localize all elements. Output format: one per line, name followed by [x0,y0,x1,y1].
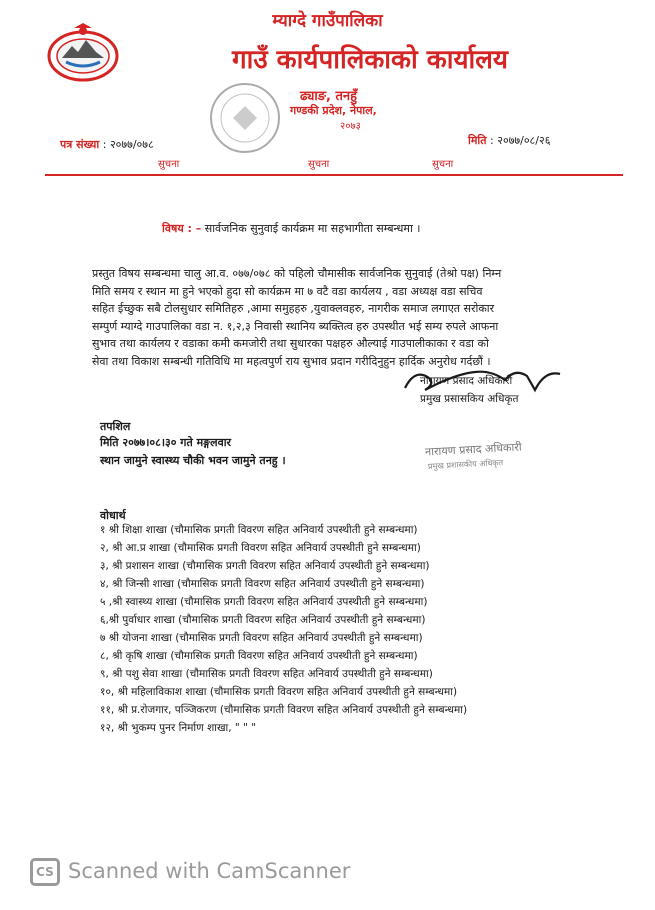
cc-item: १२, श्री भुकम्प पुनर निर्माण शाखा, " " " [100,722,257,734]
details-heading: तपशिल [100,420,131,433]
cc-heading: वोधार्थ [100,509,126,522]
subject-text: सार्वजनिक सुनुवाई कार्यक्रम मा सहभागीता सम्बन्धमा । [204,222,421,235]
letter-body [92,265,580,371]
letter-number-value: : २०७७/०७८ [102,138,154,151]
letter-date [468,133,550,148]
office-province: गण्डकी प्रदेश, नेपाल, [290,104,377,117]
body-line: प्रस्तुत विषय सम्बन्धमा चालु आ.व. ०७७/०७८ को पहिलो चौमासीक सार्वजनिक सुनुवाई (तेश्रो पक्ष) निम्न [92,267,502,280]
subject-line [162,221,420,236]
signatory-title: प्रमुख प्रसासकिय अधिकृत [420,393,519,405]
signatory-stamp-name: नारायण प्रसाद अधिकारी [424,440,522,459]
camscanner-watermark [30,858,350,886]
letter-date-value: : २०७७/०८/२६ [490,134,551,147]
header-divider [45,174,623,176]
cc-item: ११, श्री प्र.रोजगार, पञ्जिकरण (चौमासिक प्रगती विवरण सहित अनिवार्य उपस्थीती हुने सम्बन्धमा) [100,704,468,716]
signatory-stamp-title: प्रमुख प्रशासकीय अधिकृत [427,458,504,471]
municipality-name: म्याग्दे गाउँपालिका [272,11,383,31]
cc-item: १ श्री शिक्षा शाखा (चौमासिक प्रगती विवरण सहित अनिवार्य उपस्थीती हुने सम्बन्धमा) [100,524,418,536]
notice-label-3: सुचना [432,159,454,170]
letter-number-label: पत्र संख्या [60,138,100,151]
cc-item: ५ ,श्री स्वास्थ्य शाखा (चौमासिक प्रगती विवरण सहित अनिवार्य उपस्थीती हुने सम्बन्धमा) [100,596,428,608]
body-line: सुभाव तथा कार्यलय र वडाका कमी कमजोरी तथा सुधारका पक्षहरु औल्याई गाउपालीकाका र वडा को [92,337,489,351]
notice-label-1: सुचना [158,159,180,170]
signatory-name: नारायण प्रसाद अधिकारी [420,375,513,387]
office-location: ढ्याङ, तनहुँ [300,89,358,104]
notice-label-2: सुचना [308,159,330,170]
cc-item: ३, श्री प्रशासन शाखा (चौमासिक प्रगती विवरण सहित अनिवार्य उपस्थीती हुने सम्बन्धमा) [100,560,430,572]
body-line: मिति समय र स्थान मा हुने भएको हुदा सो कार्यक्रम मा ७ वटै वडा कार्यलय , वडा अध्यक्ष वडा सचिव [92,284,483,298]
office-year: २०७३ [340,121,361,132]
office-seal-stamp [205,78,285,158]
subject-label: विषय : – [162,222,202,235]
body-line: सहित ईच्छुक सबै टोलसुधार समितिहरु ,आमा समुहहरु ,युवाक्लवहरु, नागरीक समाज लगाएत सरोकार [92,302,495,316]
camscanner-logo-icon: CS [30,858,60,886]
government-emblem-icon [44,22,122,84]
cc-item: ९, श्री पशु सेवा शाखा (चौमासिक प्रगती विवरण सहित अनिवार्य उपस्थीती हुने सम्बन्धमा) [100,668,433,680]
watermark-text: Scanned with CamScanner [68,859,351,883]
details-date: मिति २०७७।०८।३० गते मङ्गलवार [100,436,232,449]
letter-date-label: मिति [468,134,487,147]
details-place: स्थान जामुने स्वास्थ्य चौकी भवन जामुने तनहु । [100,454,286,467]
cc-item: १०, श्री महिलाविकाश शाखा (चौमासिक प्रगती विवरण सहित अनिवार्य उपस्थीती हुने सम्बन्धमा) [100,686,458,698]
body-line: सेवा तथा विकाश सम्बन्धी गतिविधि मा महत्वपुर्ण राय सुभाव प्रदान गरीदिनुहुन हार्दिक अनुरोध गर्दछौं । [92,354,491,368]
cc-item: २, श्री आ.प्र शाखा (चौमासिक प्रगती विवरण सहित अनिवार्य उपस्थीती हुने सम्बन्धमा) [100,542,421,554]
body-line: सम्पुर्ण म्याग्दे गाउपालिका वडा न. १,२,३ निवासी स्थानिय ब्यक्तित्व हरु उपस्थीत भई सम्य रुपले आफना [92,319,499,333]
letter-number [60,137,154,152]
cc-item: ६,श्री पुर्वाधार शाखा (चौमासिक प्रगती विवरण सहित अनिवार्य उपस्थीती हुने सम्बन्धमा) [100,614,426,626]
office-title: गाउँ कार्यपालिकाको कार्यालय [232,45,508,75]
cc-list [100,521,590,737]
cc-item: ४, श्री जिन्सी शाखा (चौमासिक प्रगती विवरण सहित अनिवार्य उपस्थीती हुने सम्बन्धमा) [100,578,425,590]
cc-item: ८, श्री कृषि शाखा (चौमासिक प्रगती विवरण सहित अनिवार्य उपस्थीती हुने सम्बन्धमा) [100,650,418,662]
cc-item: ७ श्री योजना शाखा (चौमासिक प्रगती विवरण सहित अनिवार्य उपस्थीती हुने सम्बन्धमा) [100,632,423,644]
